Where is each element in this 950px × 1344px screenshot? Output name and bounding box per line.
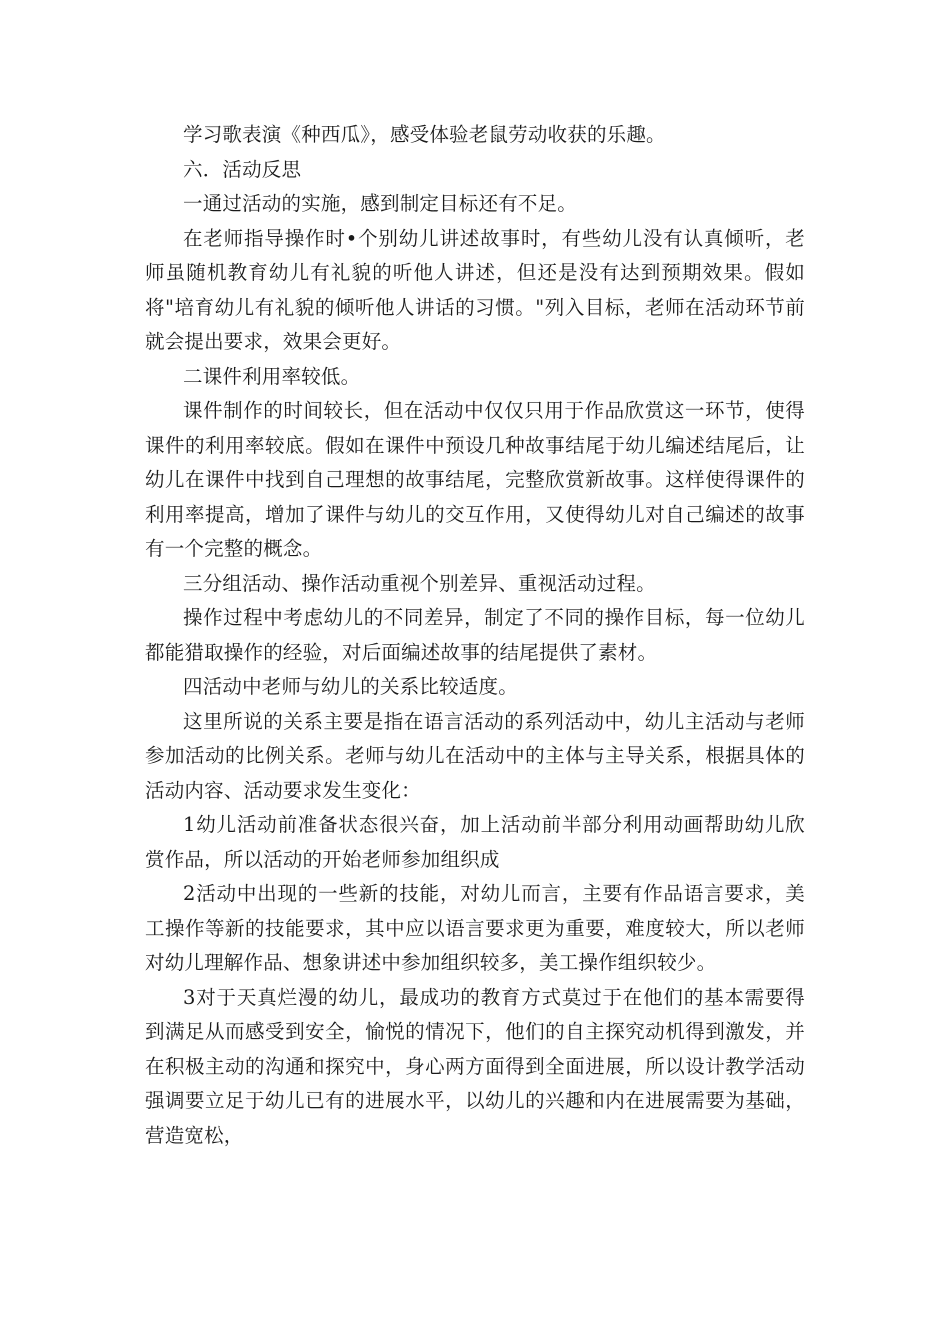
paragraph-group-activity: 操作过程中考虑幼儿的不同差异，制定了不同的操作目标，每一位幼儿都能猎取操作的经验，对后面编述故事的结尾提供了素材。 — [145, 606, 805, 664]
paragraph-point-3: 3对于天真烂漫的幼儿，最成功的教育方式莫过于在他们的基本需要得到满足从而感受到安全，愉悦的情况下，他们的自主探究动机得到激发，并在积极主动的沟通和探究中，身心两方面得到全面进展，所以设计教学活动强调要立足于幼儿已有的进展水平，以幼儿的兴趣和内在进展需要为基础，营造宽松， — [145, 985, 805, 1147]
paragraph-goal-insufficient: 一通过活动的实施，感到制定目标还有不足。 — [183, 192, 578, 215]
paragraph-teacher-child-relation-heading: 四活动中老师与幼儿的关系比较适度。 — [183, 675, 518, 698]
paragraph-courseware-usage: 课件制作的时间较长，但在活动中仅仅只用于作品欣赏这一环节，使得课件的利用率较底。假如在课件中预设几种故事结尾于幼儿编述结尾后，让幼儿在课件中找到自己理想的故事结尾，完整欣赏新故事。这样使得课件的利用率提高，增加了课件与幼儿的交互作用，又使得幼儿对自己编述的故事有一个完整的概念。 — [145, 399, 805, 560]
paragraph-courseware-usage-heading: 二课件利用率较低。 — [183, 364, 361, 388]
paragraph-song-performance: 学习歌表演《种西瓜》，感受体验老鼠劳动收获的乐趣。 — [183, 123, 666, 146]
paragraph-point-1: 1幼儿活动前准备状态很兴奋，加上活动前半部分利用动画帮助幼儿欣赏作品，所以活动的开始老师参加组织成 — [145, 813, 805, 871]
heading-activity-reflection: 六．活动反思 — [183, 157, 302, 181]
paragraph-listening-habit: 在老师指导操作时•个别幼儿讲述故事时，有些幼儿没有认真倾听，老师虽随机教育幼儿有礼貌的听他人讲述，但还是没有达到预期效果。假如将"培育幼儿有礼貌的倾听他人讲话的习惯。"列入目标，老师在活动环节前就会提出要求，效果会更好。 — [145, 226, 805, 353]
paragraph-group-activity-heading: 三分组活动、操作活动重视个别差异、重视活动过程。 — [183, 571, 656, 595]
document-body — [145, 118, 805, 1153]
paragraph-point-2: 2活动中出现的一些新的技能，对幼儿而言，主要有作品语言要求，美工操作等新的技能要求，其中应以语言要求更为重要，难度较大，所以老师对幼儿理解作品、想象讲述中参加组织较多，美工操作组织较少。 — [145, 882, 805, 974]
paragraph-teacher-child-relation: 这里所说的关系主要是指在语言活动的系列活动中，幼儿主活动与老师参加活动的比例关系。老师与幼儿在活动中的主体与主导关系，根据具体的活动内容、活动要求发生变化： — [145, 709, 805, 802]
